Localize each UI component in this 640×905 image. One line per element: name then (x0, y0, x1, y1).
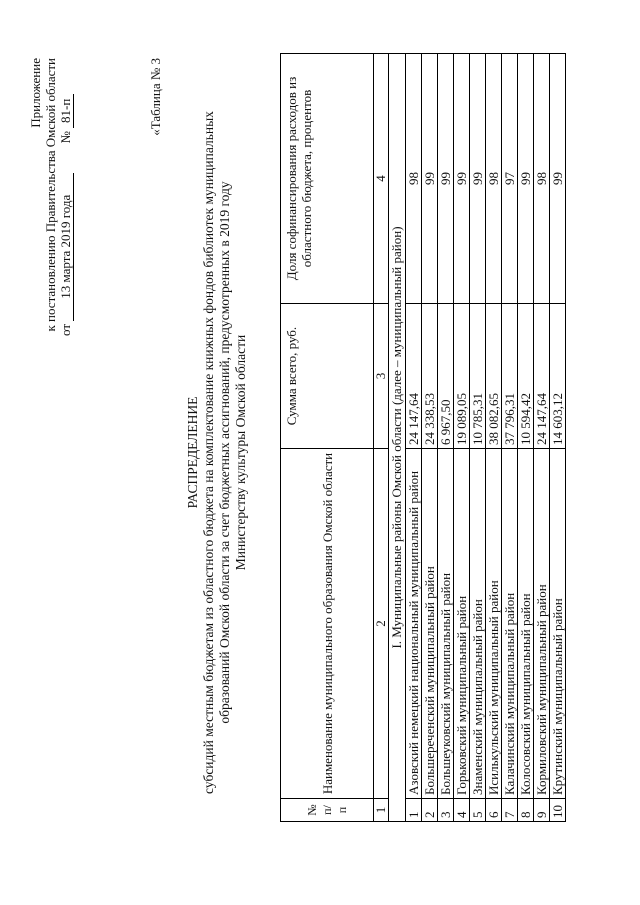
row-municipality: Знаменский муниципальный район (470, 449, 486, 799)
row-sum: 6 967,50 (438, 304, 454, 449)
row-sum: 24 147,64 (534, 304, 550, 449)
section-title: I. Муниципальные районы Омской области (далее – муниципальный район) (389, 54, 406, 822)
row-percent: 99 (454, 54, 470, 304)
row-percent: 99 (518, 54, 534, 304)
row-percent: 99 (422, 54, 438, 304)
column-index: 3 (374, 304, 389, 449)
table-row (438, 54, 454, 822)
table-row (454, 54, 470, 822)
row-number: 9 (534, 799, 550, 822)
row-municipality: Большеуковский муниципальный район (438, 449, 454, 799)
table-header-row (281, 54, 374, 822)
column-index: 2 (374, 449, 389, 799)
column-header-sum: Сумма всего, руб. (281, 304, 374, 449)
date-prefix: от (58, 323, 73, 336)
table-index-row (374, 54, 389, 822)
title-line-1: субсидий местным бюджетам из областного бюджета на комплектование книжных фондов библиотек муниципальных (201, 111, 216, 794)
column-header-num: № п/п (281, 799, 374, 822)
row-number: 5 (470, 799, 486, 822)
row-municipality: Азовский немецкий национальный муниципальный район (406, 449, 422, 799)
row-sum: 14 603,12 (550, 304, 566, 449)
row-municipality: Калачинский муниципальный район (502, 449, 518, 799)
row-sum: 19 089,05 (454, 304, 470, 449)
appendix-header (28, 58, 74, 358)
title-block (185, 30, 249, 875)
table-row (518, 54, 534, 822)
distribution-table (280, 53, 566, 822)
row-municipality: Горьковский муниципальный район (454, 449, 470, 799)
row-sum: 38 082,65 (486, 304, 502, 449)
row-percent: 98 (534, 54, 550, 304)
row-sum: 24 338,53 (422, 304, 438, 449)
row-municipality: Колосовский муниципальный район (518, 449, 534, 799)
row-sum: 10 785,31 (470, 304, 486, 449)
number-value: 81-п (58, 94, 74, 128)
table-row (502, 54, 518, 822)
title-line-3: Министерству культуры Омской области (233, 334, 248, 571)
row-percent: 99 (550, 54, 566, 304)
row-sum: 10 594,42 (518, 304, 534, 449)
table-row (550, 54, 566, 822)
row-number: 3 (438, 799, 454, 822)
row-number: 6 (486, 799, 502, 822)
row-municipality: Большереченский муниципальный район (422, 449, 438, 799)
row-number: 2 (422, 799, 438, 822)
row-municipality: Кормиловский муниципальный район (534, 449, 550, 799)
section-row (389, 54, 406, 822)
row-percent: 97 (502, 54, 518, 304)
row-sum: 37 796,31 (502, 304, 518, 449)
row-sum: 24 147,64 (406, 304, 422, 449)
table-row (534, 54, 550, 822)
column-index: 1 (374, 799, 389, 822)
row-percent: 98 (486, 54, 502, 304)
column-header-pct: Доля софинансирования расходов из областного бюджета, процентов (281, 54, 374, 304)
row-municipality: Исилькульский муниципальный район (486, 449, 502, 799)
table-row (470, 54, 486, 822)
number-prefix: № (58, 131, 73, 144)
decree-date-number (58, 58, 74, 358)
row-percent: 99 (438, 54, 454, 304)
row-number: 7 (502, 799, 518, 822)
appendix-title: Приложение (28, 58, 43, 128)
decree-line: к постановлению Правительства Омской области (43, 58, 58, 332)
row-number: 4 (454, 799, 470, 822)
table-row (422, 54, 438, 822)
column-index: 4 (374, 54, 389, 304)
column-header-name: Наименование муниципального образования Омской области (281, 449, 374, 799)
table-label: «Таблица № 3 (148, 58, 163, 136)
row-percent: 99 (470, 54, 486, 304)
date-value: 13 марта 2019 года (58, 173, 74, 321)
row-number: 8 (518, 799, 534, 822)
table-row (406, 54, 422, 822)
row-number: 10 (550, 799, 566, 822)
table-row (486, 54, 502, 822)
title-heading: РАСПРЕДЕЛЕНИЕ (185, 396, 200, 509)
row-percent: 98 (406, 54, 422, 304)
title-line-2: образований Омской области за счет бюджетных ассигнований, предусмотренных в 2019 году (217, 181, 232, 724)
row-municipality: Крутинский муниципальный район (550, 449, 566, 799)
row-number: 1 (406, 799, 422, 822)
